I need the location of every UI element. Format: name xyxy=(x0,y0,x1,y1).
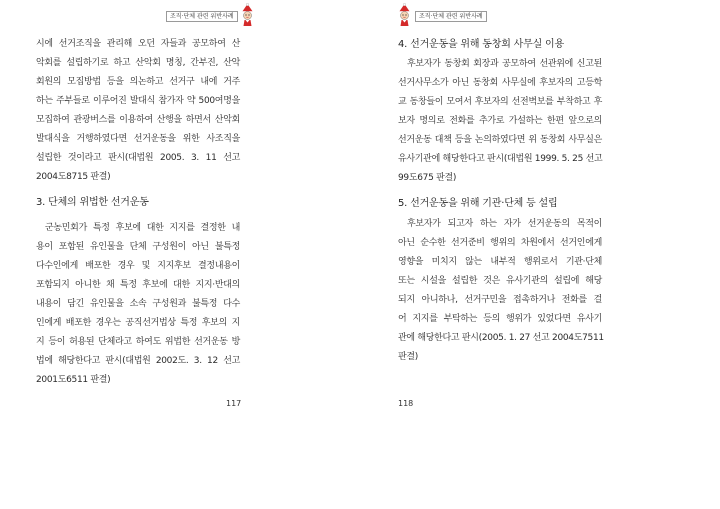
section-heading: 4. 선거운동을 위해 동창회 사무실 이용 xyxy=(398,39,564,50)
text-line: 내용이 담긴 유인물을 소속 구성원과 불특정 다수 xyxy=(36,299,240,309)
text-line: 지 등이 허용된 단체라고 하여도 위법한 선거운동 방 xyxy=(36,337,240,347)
running-header-title: 조직·단체 관련 위반사례 xyxy=(166,11,238,22)
text-line: 설립한 것이라고 판시(대법원 2005. 3. 11 선고 xyxy=(36,153,240,163)
text-line: 판결) xyxy=(398,352,418,362)
page-number: 118 xyxy=(398,399,414,408)
text-line: 관에 해당한다고 판시(2005. 1. 27 선고 2004도7511 xyxy=(398,333,604,343)
text-line: 모집하여 관광버스를 이용하여 산행을 하면서 산악회 xyxy=(36,115,240,125)
paragraph xyxy=(398,55,602,188)
running-header-title: 조직·단체 관련 위반사례 xyxy=(415,11,487,22)
left-page-body xyxy=(36,35,240,390)
paragraph xyxy=(36,35,240,187)
text-line: 악회를 설립하기로 하고 산악회 명칭, 간부진, 산악 xyxy=(36,58,240,68)
text-line: 교 동창들이 모여서 후보자의 선전벽보를 부착하고 후 xyxy=(398,97,602,107)
running-header xyxy=(397,3,487,27)
text-line: 하는 주부들로 이루어진 발대식 참가자 약 500여명을 xyxy=(36,96,240,106)
text-line: 2004도8715 판결) xyxy=(36,172,111,182)
page-number: 117 xyxy=(226,399,242,408)
text-line: 회원의 모집방법 등을 의논하고 선거구 내에 거주 xyxy=(36,77,240,87)
text-line: 포함되지 아니한 채 특정 후보에 대한 지지·반대의 xyxy=(36,280,240,290)
text-line: 99도675 판결) xyxy=(398,173,457,183)
text-line: 선거사무소가 아닌 동창회 사무실에 후보자의 고등학 xyxy=(398,78,602,88)
text-line: 인에게 배포한 경우는 공직선거법상 특정 후보의 지 xyxy=(36,318,240,328)
text-line: 시에 선거조직을 관리해 오던 자들과 공모하여 산 xyxy=(36,39,240,49)
text-line: 다수인에게 배포한 경우 및 지지후보 결정내용이 xyxy=(36,261,240,271)
text-line: 어 지지를 부탁하는 등의 행위가 있었다면 유사기 xyxy=(398,314,602,324)
text-line: 영향을 미치지 않는 내부적 행위로서 기관·단체 xyxy=(398,257,602,267)
mascot-icon xyxy=(397,3,412,27)
text-line: 후보자가 되고자 하는 자가 선거운동의 목적이 xyxy=(407,219,602,229)
right-page xyxy=(360,0,720,509)
paragraph xyxy=(398,215,602,367)
text-line: 선거운동 대책 등을 논의하였다면 위 동창회 사무실은 xyxy=(398,135,602,145)
text-line: 아닌 순수한 선거준비 행위의 차원에서 선거인에게 xyxy=(398,238,602,248)
text-line: 유사기관에 해당한다고 판시(대법원 1999. 5. 25 선고 xyxy=(398,154,603,164)
text-line: 군농민회가 특정 후보에 대한 지지를 결정한 내 xyxy=(45,223,240,233)
text-line: 되지 아니하나, 선거구민을 접촉하거나 전화를 걸 xyxy=(398,295,602,305)
text-line: 발대식을 거행하였다면 선거운동을 위한 사조직을 xyxy=(36,134,240,144)
text-line: 또는 시설을 설립한 것은 유사기관의 설립에 해당 xyxy=(398,276,602,286)
right-page-body xyxy=(398,35,602,367)
section-heading: 3. 단체의 위법한 선거운동 xyxy=(36,197,149,208)
text-line: 보자 명의로 전화를 추가로 가설하는 한편 앞으로의 xyxy=(398,116,602,126)
mascot-icon xyxy=(240,3,255,27)
text-line: 후보자가 동창회 회장과 공모하여 선관위에 신고된 xyxy=(407,59,602,69)
paragraph xyxy=(36,219,240,390)
section-heading: 5. 선거운동을 위해 기관·단체 등 설립 xyxy=(398,198,558,209)
running-header xyxy=(166,3,255,27)
text-line: 법에 해당한다고 판시(대법원 2002도. 3. 12 선고 xyxy=(36,356,240,366)
text-line: 2001도6511 판결) xyxy=(36,375,111,385)
text-line: 용이 포함된 유인물을 단체 구성원이 아닌 불특정 xyxy=(36,242,240,252)
